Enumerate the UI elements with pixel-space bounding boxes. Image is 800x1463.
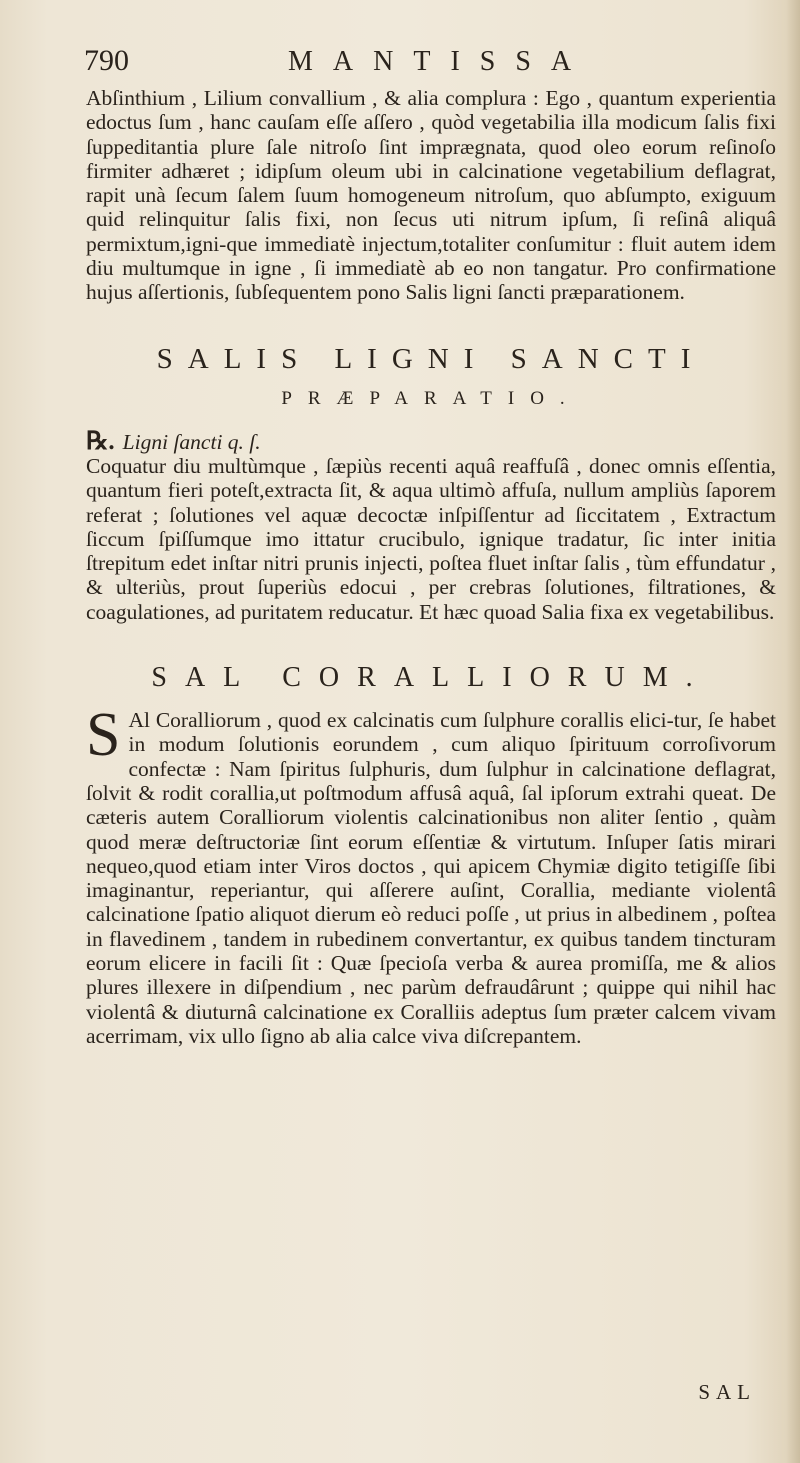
section-title-sal-coralliorum: SAL CORALLIORUM. <box>151 662 711 694</box>
page-header <box>84 40 764 84</box>
section-title-salis-ligni: SALIS LIGNI SANCTI <box>156 342 706 375</box>
coralliorum-paragraph <box>86 701 776 1048</box>
recipe-line <box>86 427 776 455</box>
catchword: SAL <box>698 1380 756 1404</box>
page-number: 790 <box>84 44 129 77</box>
drop-cap: S <box>86 701 121 770</box>
recipe-symbol: ℞. <box>86 427 115 455</box>
page-edge-shadow <box>786 0 800 1463</box>
running-title: MANTISSA <box>288 46 592 77</box>
opening-paragraph: Abſinthium , Lilium convallium , & alia complura : Ego , quantum experientia edoctus ſum , hanc cauſam eſſe aſſero , quòd vegetabilia illa modicum ſalis fixi ſuppeditantia plure ſale nitroſo ſint imprægnata, quod oleo eorum reſinoſo firmiter adhæret ; idipſum oleum ubi in calcinatione vegetabilium deflagrat, rapit unà ſecum ſalem ſuum homogeneum nitroſum, quo abſumpto, exiguum quid relinquitur ſalis fixi, non ſecus uti nitrum ipſum, ſi reſinâ aliquâ permixtum,igni-que immediatè injectum,totaliter conſumitur : fluit autem idem diu multumque in igne , ſi immediatè ab eo non tangatur. Pro confirmatione hujus aſſertionis, ſubſequentem pono Salis ligni ſancti præparationem. <box>86 86 776 305</box>
page-body <box>86 86 776 1048</box>
recipe-ingredient: Ligni ſancti q. ſ. <box>122 429 261 454</box>
section-subtitle-praeparatio: PRÆPARATIO. <box>281 387 581 409</box>
praeparatio-paragraph: Coquatur diu multùmque , ſæpiùs recenti aquâ reaffuſâ , donec omnis eſſentia, quantum fieri poteſt,extracta ſit, & aqua ultimò affuſa, nullum ampliùs ſaporem referat ; ſolutiones vel aquæ decoctæ inſpiſſentur ad ſiccitatem , Extractum ſiccum ſpiſſumque imo ittatur crucibulo, ignique tradatur, ſic inter initia ſtrepitum edet inſtar nitri prunis injecti, poſtea fluet inſtar ſalis , tùm effundatur , & ulteriùs, prout ſuperiùs edocui , per crebras ſolutiones, filtrationes, & coagulationes, ad puritatem reducatur. Et hæc quoad Salia fixa ex vegetabilibus. <box>86 453 776 624</box>
coralliorum-text: Al Coralliorum , quod ex calcinatis cum ſulphure corallis elici-tur, ſe habet in modum ſolutionis eorundem , cum aliquo ſpirituum corroſivorum confectæ : Nam ſpiritus ſulphuris, dum ſulphur in calcinatione deflagrat, ſolvit & rodit corallia,ut poſtmodum affusâ aquâ, ſal ipſorum extrahi queat. De cæteris autem Coralliorum violentis calcinationibus non aliter ſentio , quàm quod meræ deſtructoriæ ſint eorum eſſentiæ & virtutum. Inſuper ſatis mirari nequeo,quod etiam inter Viros doctos , qui apicem Chymiæ digito tetigiſſe ſibi imaginantur, reperiantur, qui aſſerere auſint, Corallia, mediante violentâ calcinatione ſpatio aliquot dierum eò reduci poſſe , ut prius in albedinem , poſtea in flavedinem , tandem in rubedinem convertantur, ex quibus tandem tincturam eorum elicere in facili ſit : Quæ ſpecioſa verba & aurea promiſſa, me & alios plures illexere in diſpendium , nec parùm defraudârunt ; quippe qui nihil hac violentâ & diuturnâ calcinatione ex Coralliis adeptus ſum præter calcem vivam acerrimam, vix ullo ſigno ab alia calce viva diſcrepantem. <box>86 708 776 1048</box>
